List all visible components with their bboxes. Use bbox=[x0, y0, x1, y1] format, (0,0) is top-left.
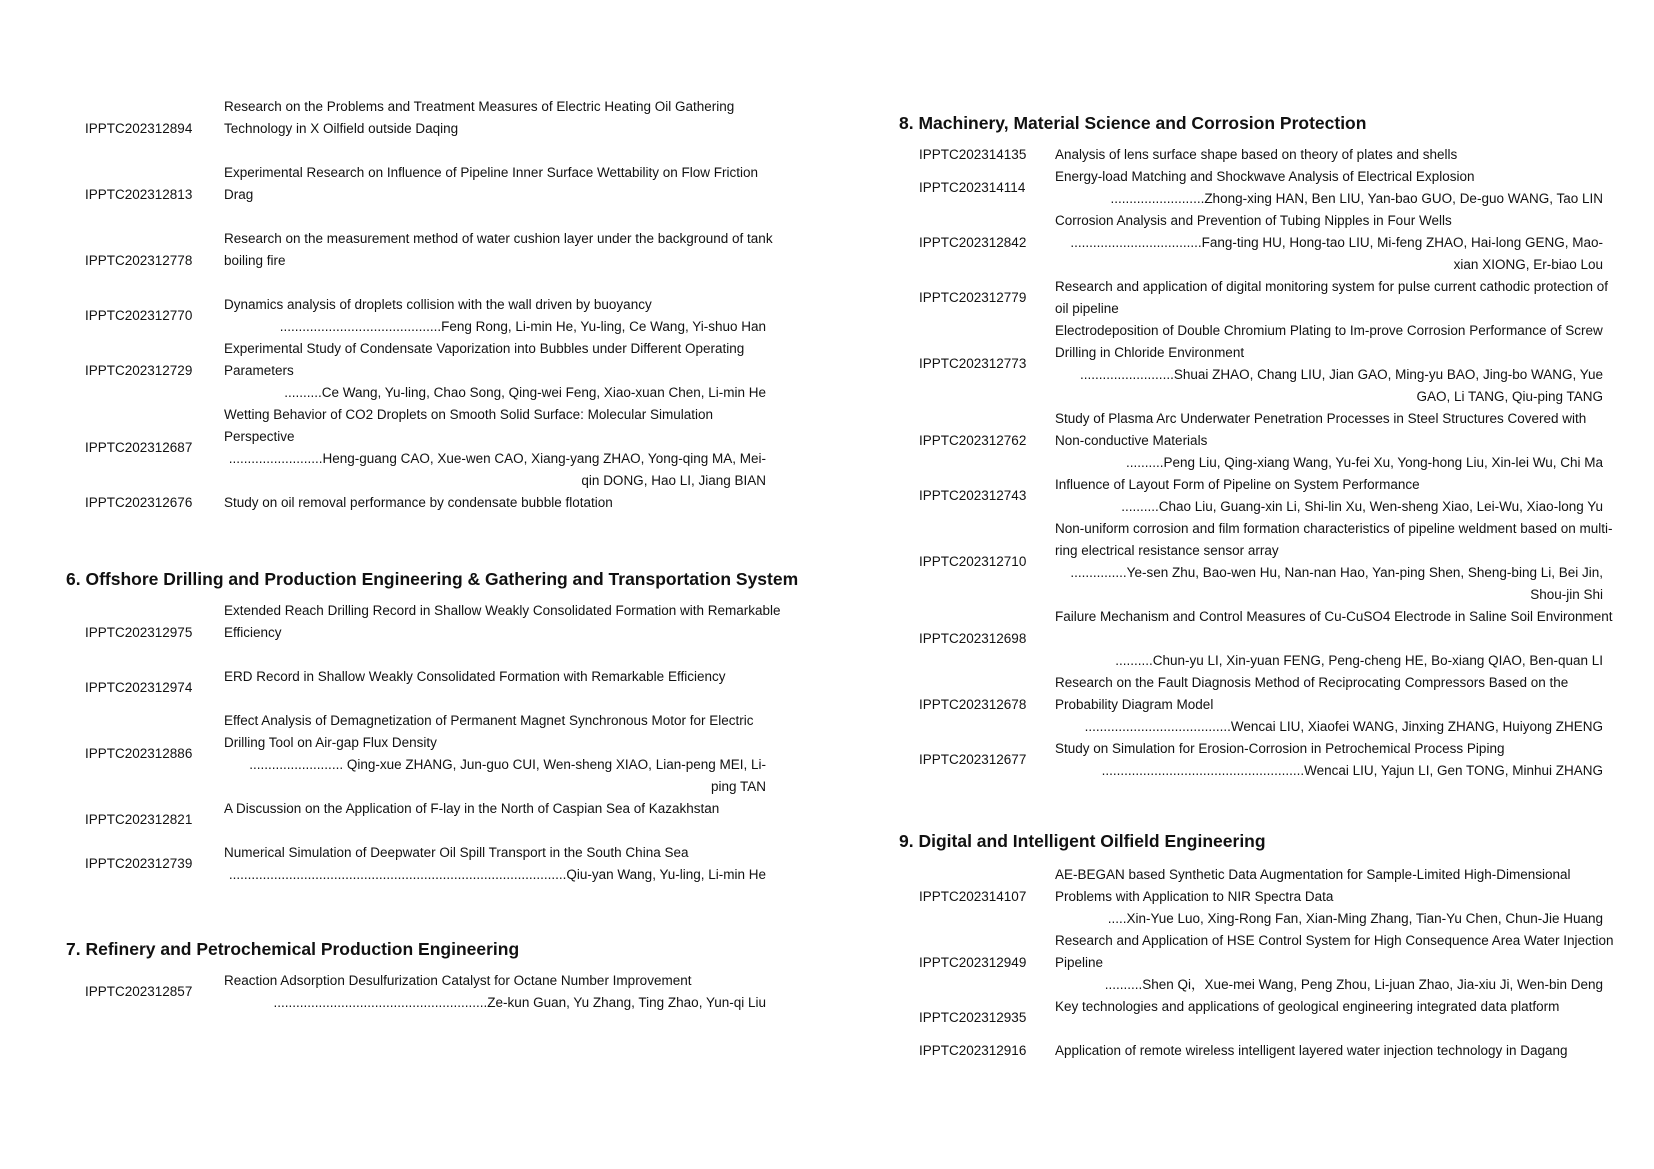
entry-id: IPPTC202312762 bbox=[919, 433, 1027, 448]
entry-title: Energy-load Matching and Shockwave Analysis of Electrical Explosion bbox=[1055, 169, 1475, 184]
entry-title: Reaction Adsorption Desulfurization Catalyst for Octane Number Improvement bbox=[224, 973, 692, 988]
section-heading: 9. Digital and Intelligent Oilfield Engineering bbox=[899, 831, 1266, 851]
entry-authors: ..........................................................................................Qiu-yan Wang, Yu-ling, Li-min He bbox=[228, 867, 766, 882]
entry-id: IPPTC202312842 bbox=[919, 235, 1027, 250]
entry-authors: ..........Shen Qi，Xue-mei Wang, Peng Zhou, Li-juan Zhao, Jia-xiu Ji, Wen-bin Deng bbox=[1104, 977, 1603, 992]
entry-authors: ..........Peng Liu, Qing-xiang Wang, Yu-fei Xu, Yong-hong Liu, Xin-lei Wu, Chi Ma bbox=[1125, 455, 1603, 470]
entry-id: IPPTC202312935 bbox=[919, 1010, 1027, 1025]
entry-id: IPPTC202312916 bbox=[919, 1043, 1027, 1058]
entry-authors: .....Xin-Yue Luo, Xing-Rong Fan, Xian-Ming Zhang, Tian-Yu Chen, Chun-Jie Huang bbox=[1107, 911, 1603, 926]
entry-title: AE-BEGAN based Synthetic Data Augmentation for Sample-Limited High-Dimensional Problems with Application to NIR Spectra Data bbox=[1055, 867, 1571, 904]
entry-title: Influence of Layout Form of Pipeline on System Performance bbox=[1055, 477, 1420, 492]
entry-title: Effect Analysis of Demagnetization of Permanent Magnet Synchronous Motor for Electric Drilling Tool on Air-gap Flux Density bbox=[224, 713, 754, 750]
entry-title: Analysis of lens surface shape based on theory of plates and shells bbox=[1055, 147, 1458, 162]
entry-title: Electrodeposition of Double Chromium Plating to Im-prove Corrosion Performance of Screw Drilling in Chloride Environment bbox=[1055, 323, 1603, 360]
entry-authors: ......................... Qing-xue ZHANG, Jun-guo CUI, Wen-sheng XIAO, Lian-peng MEI, Li-ping TAN bbox=[249, 757, 766, 794]
entry-title: Research on the Fault Diagnosis Method of Reciprocating Compressors Based on the Probability Diagram Model bbox=[1055, 675, 1569, 712]
entry-id: IPPTC202312779 bbox=[919, 290, 1027, 305]
entry-id: IPPTC202312739 bbox=[85, 856, 193, 871]
entry-title: Study on Simulation for Erosion-Corrosion in Petrochemical Process Piping bbox=[1055, 741, 1505, 756]
entry-authors: ..........Ce Wang, Yu-ling, Chao Song, Qing-wei Feng, Xiao-xuan Chen, Li-min He bbox=[284, 385, 766, 400]
entry-title: Numerical Simulation of Deepwater Oil Spill Transport in the South China Sea bbox=[224, 845, 689, 860]
entry-title: Application of remote wireless intelligent layered water injection technology in Dagang bbox=[1055, 1043, 1568, 1058]
entry-authors: .........................Heng-guang CAO, Xue-wen CAO, Xiang-yang ZHAO, Yong-qing MA, Mei-qin DONG, Hao LI, Jiang BIAN bbox=[228, 451, 766, 488]
entry-id: IPPTC202314114 bbox=[919, 180, 1026, 195]
entry-title: Dynamics analysis of droplets collision with the wall driven by buoyancy bbox=[224, 297, 652, 312]
entry-id: IPPTC202312886 bbox=[85, 746, 193, 761]
entry-title: Study on oil removal performance by condensate bubble flotation bbox=[224, 495, 613, 510]
entry-title: Wetting Behavior of CO2 Droplets on Smooth Solid Surface: Molecular Simulation Perspective bbox=[224, 407, 713, 444]
entry-authors: .........................Shuai ZHAO, Chang LIU, Jian GAO, Ming-yu BAO, Jing-bo WANG, Yue GAO, Li TANG, Qiu-ping TANG bbox=[1080, 367, 1603, 404]
entry-id: IPPTC202312678 bbox=[919, 697, 1027, 712]
entry-id: IPPTC202312857 bbox=[85, 984, 193, 999]
entry-title: Experimental Study of Condensate Vaporization into Bubbles under Different Operating Parameters bbox=[224, 341, 745, 378]
entry-title: Study of Plasma Arc Underwater Penetration Processes in Steel Structures Covered with Non-conductive Materials bbox=[1055, 411, 1587, 448]
entry-title: Corrosion Analysis and Prevention of Tubing Nipples in Four Wells bbox=[1055, 213, 1452, 228]
entry-id: IPPTC202312710 bbox=[919, 554, 1027, 569]
entry-authors: ...............Ye-sen Zhu, Bao-wen Hu, Nan-nan Hao, Yan-ping Shen, Sheng-bing Li, Bei Jin, Shou-jin Shi bbox=[1070, 565, 1603, 602]
entry-id: IPPTC202312770 bbox=[85, 308, 193, 323]
entry-id: IPPTC202312778 bbox=[85, 253, 193, 268]
entry-id: IPPTC202312676 bbox=[85, 495, 193, 510]
entry-id: IPPTC202312677 bbox=[919, 752, 1027, 767]
entry-authors: ...........................................Feng Rong, Li-min He, Yu-ling, Ce Wang, Yi-shuo Han bbox=[279, 319, 766, 334]
entry-authors: .......................................Wencai LIU, Xiaofei WANG, Jinxing ZHANG, Huiyong ZHENG bbox=[1084, 719, 1603, 734]
entry-id: IPPTC202312894 bbox=[85, 121, 193, 136]
entry-id: IPPTC202312949 bbox=[919, 955, 1027, 970]
entry-id: IPPTC202314135 bbox=[919, 147, 1027, 162]
entry-title: Key technologies and applications of geological engineering integrated data platform bbox=[1055, 999, 1560, 1014]
entry-id: IPPTC202312813 bbox=[85, 187, 193, 202]
entry-id: IPPTC202312729 bbox=[85, 363, 193, 378]
section-heading: 8. Machinery, Material Science and Corrosion Protection bbox=[899, 113, 1367, 133]
entry-id: IPPTC202312975 bbox=[85, 625, 193, 640]
entry-id: IPPTC202312743 bbox=[919, 488, 1027, 503]
entry-authors: ..........Chao Liu, Guang-xin Li, Shi-lin Xu, Wen-sheng Xiao, Lei-Wu, Xiao-long Yu bbox=[1121, 499, 1603, 514]
entry-title: Research and application of digital monitoring system for pulse current cathodic protection of oil pipeline bbox=[1055, 279, 1609, 316]
entry-title: Extended Reach Drilling Record in Shallow Weakly Consolidated Formation with Remarkable Efficiency bbox=[224, 603, 781, 640]
section-heading: 7. Refinery and Petrochemical Production Engineering bbox=[66, 939, 520, 959]
entry-title: Research on the measurement method of water cushion layer under the background of tank boiling fire bbox=[224, 231, 773, 268]
entry-title: ERD Record in Shallow Weakly Consolidated Formation with Remarkable Efficiency bbox=[224, 669, 726, 684]
entry-title: Research and Application of HSE Control System for High Consequence Area Water Injection Pipeline bbox=[1055, 933, 1614, 970]
entry-authors: ...................................Fang-ting HU, Hong-tao LIU, Mi-feng ZHAO, Hai-long GENG, Mao-xian XIONG, Er-biao Lou bbox=[1070, 235, 1603, 272]
entry-id: IPPTC202312687 bbox=[85, 440, 193, 455]
entry-title: Non-uniform corrosion and film formation characteristics of pipeline weldment based on multi-ring electrical resistance sensor array bbox=[1055, 521, 1613, 558]
entry-authors: .........................................................Ze-kun Guan, Yu Zhang, Ting Zhao, Yun-qi Liu bbox=[273, 995, 766, 1010]
entry-authors: ..........Chun-yu LI, Xin-yuan FENG, Peng-cheng HE, Bo-xiang QIAO, Ben-quan LI bbox=[1115, 653, 1603, 668]
entry-authors: ......................................................Wencai LIU, Yajun LI, Gen TONG, Minhui ZHANG bbox=[1101, 763, 1603, 778]
entry-id: IPPTC202312974 bbox=[85, 680, 193, 695]
entry-id: IPPTC202312773 bbox=[919, 356, 1027, 371]
entry-id: IPPTC202312821 bbox=[85, 812, 193, 827]
entry-title: Research on the Problems and Treatment Measures of Electric Heating Oil Gathering Technology in X Oilfield outside Daqing bbox=[224, 99, 735, 136]
entry-title: A Discussion on the Application of F-lay in the North of Caspian Sea of Kazakhstan bbox=[224, 801, 720, 816]
entry-id: IPPTC202314107 bbox=[919, 889, 1027, 904]
entry-title: Failure Mechanism and Control Measures of Cu-CuSO4 Electrode in Saline Soil Environment bbox=[1055, 609, 1613, 624]
entry-authors: .........................Zhong-xing HAN, Ben LIU, Yan-bao GUO, De-guo WANG, Tao LIN bbox=[1110, 191, 1603, 206]
section-heading: 6. Offshore Drilling and Production Engineering & Gathering and Transportation System bbox=[66, 569, 799, 589]
entry-id: IPPTC202312698 bbox=[919, 631, 1027, 646]
entry-title: Experimental Research on Influence of Pipeline Inner Surface Wettability on Flow Friction Drag bbox=[224, 165, 759, 202]
